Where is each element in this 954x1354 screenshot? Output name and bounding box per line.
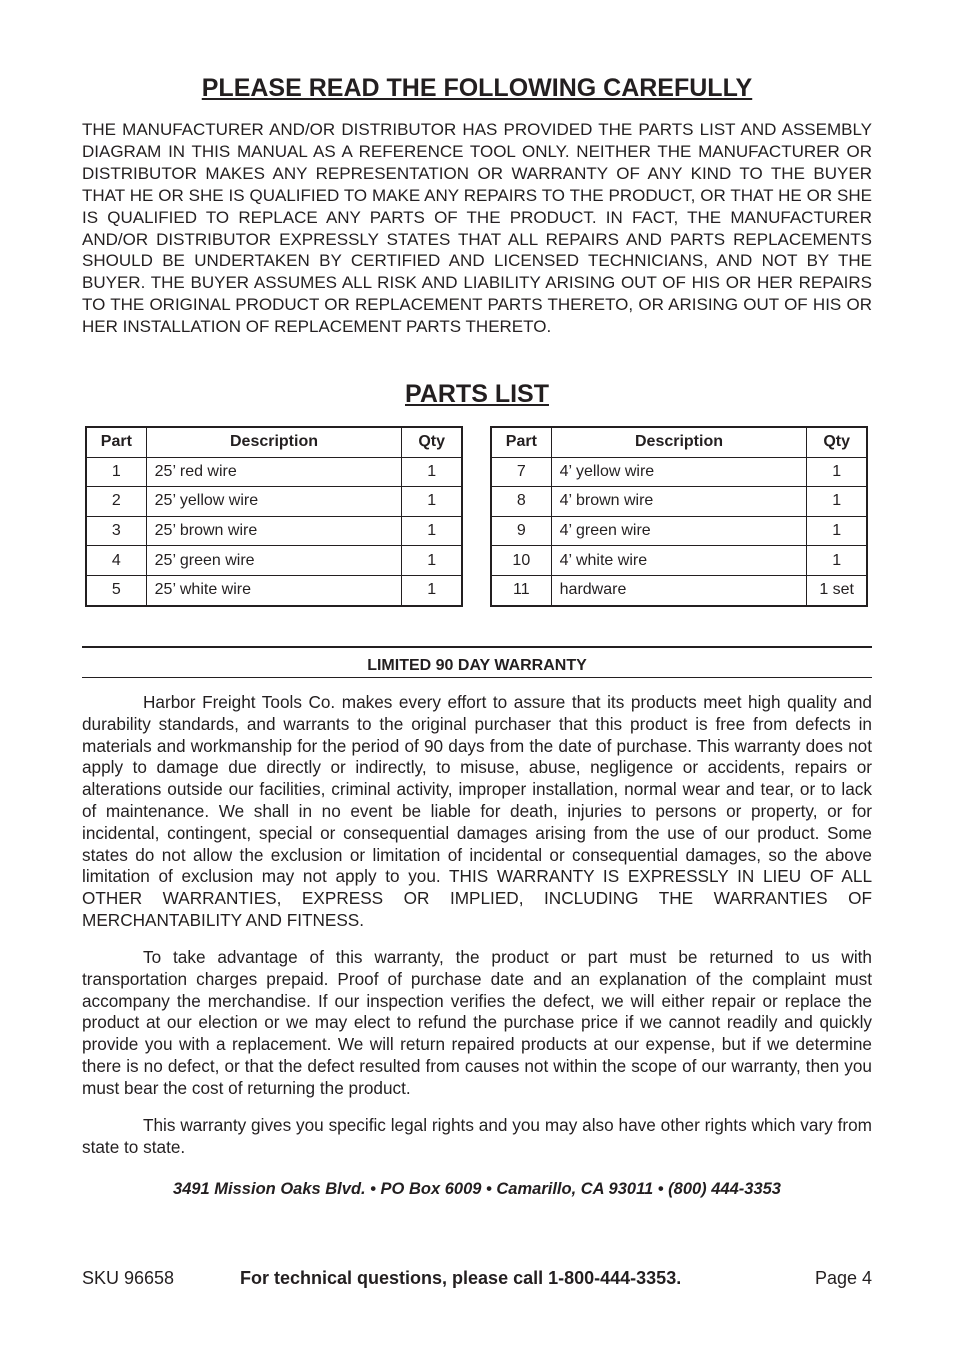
part-number: 1 <box>86 457 146 487</box>
table-row <box>491 575 867 605</box>
part-number: 4 <box>86 546 146 576</box>
header-qty: Qty <box>807 427 867 457</box>
part-number: 5 <box>86 575 146 605</box>
part-number: 8 <box>491 487 551 517</box>
header-part: Part <box>491 427 551 457</box>
part-number: 9 <box>491 516 551 546</box>
footer-page-number: Page 4 <box>814 1268 872 1288</box>
table-row <box>491 516 867 546</box>
table-row <box>86 575 462 605</box>
warranty-paragraph-2: To take advantage of this warranty, the product or part must be returned to us with transportation charges prepaid. Proof of purchase date and an explanation of the complaint must accompany the merchandise. If our inspection verifies the defect, we will either repair or replace the product at our election or we may elect to refund the purchase price if we cannot readily and quickly provide you with a replacement. We will return repaired products at our expense, but if we determine there is no defect, or that the defect resulted from causes not within the scope of our warranty, then you must bear the cost of returning the product. <box>82 947 872 1098</box>
part-description: 25’ red wire <box>146 457 402 487</box>
part-description: hardware <box>551 575 807 605</box>
part-description: 25’ yellow wire <box>146 487 402 517</box>
footer-tech-support: For technical questions, please call 1-800-444-3353. <box>240 1268 682 1288</box>
table-row <box>86 457 462 487</box>
page-title: PLEASE READ THE FOLLOWING CAREFULLY <box>201 74 753 102</box>
part-description: 4’ white wire <box>551 546 807 576</box>
part-number: 7 <box>491 457 551 487</box>
part-qty: 1 <box>402 487 462 517</box>
table-row <box>491 487 867 517</box>
part-number: 3 <box>86 516 146 546</box>
part-qty: 1 <box>807 516 867 546</box>
parts-table-right <box>490 426 868 607</box>
part-qty: 1 <box>402 457 462 487</box>
part-qty: 1 set <box>807 575 867 605</box>
warranty-paragraph-1: Harbor Freight Tools Co. makes every effort to assure that its products meet high quality and durability standards, and warrants to the original purchaser that this product is free from defects in materials and workmanship for the period of 90 days from the date of purchase. This warranty does not apply to damage due directly or indirectly, to misuse, abuse, negligence or accidents, repairs or alterations outside our facilities, criminal activity, improper installation, normal wear and tear, or to lack of maintenance. We shall in no event be liable for death, injuries to persons or property, or for incidental, contingent, special or consequential damages arising from the use of our product. Some states do not allow the exclusion or limitation of incidental or consequential damages, so the above limitation of exclusion may not apply to you. THIS WARRANTY IS EXPRESSLY IN LIEU OF ALL OTHER WARRANTIES, EXPRESS OR IMPLIED, INCLUDING THE WARRANTIES OF MERCHANTABILITY AND FITNESS. <box>82 692 872 930</box>
header-part: Part <box>86 427 146 457</box>
header-description: Description <box>146 427 402 457</box>
table-header-row <box>491 427 867 457</box>
part-qty: 1 <box>402 575 462 605</box>
part-qty: 1 <box>807 546 867 576</box>
part-qty: 1 <box>402 546 462 576</box>
part-description: 25’ brown wire <box>146 516 402 546</box>
part-qty: 1 <box>807 457 867 487</box>
table-row <box>86 516 462 546</box>
disclaimer-paragraph: THE MANUFACTURER AND/OR DISTRIBUTOR HAS PROVIDED THE PARTS LIST AND ASSEMBLY DIAGRAM IN THIS MANUAL AS A REFERENCE TOOL ONLY. NEITHER THE MANUFACTURER OR DISTRIBUTOR MAKES ANY REPRESENTATION OR WARRANTY OF ANY KIND TO THE BUYER THAT HE OR SHE IS QUALIFIED TO MAKE ANY REPAIRS TO THE PRODUCT, OR THAT HE OR SHE IS QUALIFIED TO REPLACE ANY PARTS OF THE PRODUCT. IN FACT, THE MANUFACTURER AND/OR DISTRIBUTOR EXPRESSLY STATES THAT ALL REPAIRS AND PARTS REPLACEMENTS SHOULD BE UNDERTAKEN BY CERTIFIED AND LICENSED TECHNICIANS, AND NOT BY THE BUYER. THE BUYER ASSUMES ALL RISK AND LIABILITY ARISING OUT OF HIS OR HER REPAIRS TO THE ORIGINAL PRODUCT OR REPLACEMENT PARTS THERETO, OR ARISING OUT OF HIS OR HER INSTALLATION OF REPLACEMENT PARTS THERETO. <box>82 120 872 337</box>
table-row <box>86 487 462 517</box>
table-row <box>86 546 462 576</box>
company-address: 3491 Mission Oaks Blvd. • PO Box 6009 • Camarillo, CA 93011 • (800) 444-3353 <box>173 1180 781 1198</box>
table-row <box>491 546 867 576</box>
warranty-top-rule <box>82 646 872 648</box>
part-qty: 1 <box>807 487 867 517</box>
table-row <box>491 457 867 487</box>
footer-sku: SKU 96658 <box>82 1268 175 1288</box>
table-header-row <box>86 427 462 457</box>
header-description: Description <box>551 427 807 457</box>
part-number: 2 <box>86 487 146 517</box>
part-description: 4’ brown wire <box>551 487 807 517</box>
parts-list-heading: PARTS LIST <box>405 380 549 408</box>
header-qty: Qty <box>402 427 462 457</box>
part-description: 25’ green wire <box>146 546 402 576</box>
part-description: 25’ white wire <box>146 575 402 605</box>
part-description: 4’ green wire <box>551 516 807 546</box>
part-qty: 1 <box>402 516 462 546</box>
warranty-title: LIMITED 90 DAY WARRANTY <box>367 657 587 674</box>
warranty-bottom-rule <box>82 677 872 678</box>
part-number: 10 <box>491 546 551 576</box>
part-number: 11 <box>491 575 551 605</box>
warranty-paragraph-3: This warranty gives you specific legal rights and you may also have other rights which vary from state to state. <box>82 1115 872 1157</box>
parts-table-left <box>85 426 463 607</box>
part-description: 4’ yellow wire <box>551 457 807 487</box>
